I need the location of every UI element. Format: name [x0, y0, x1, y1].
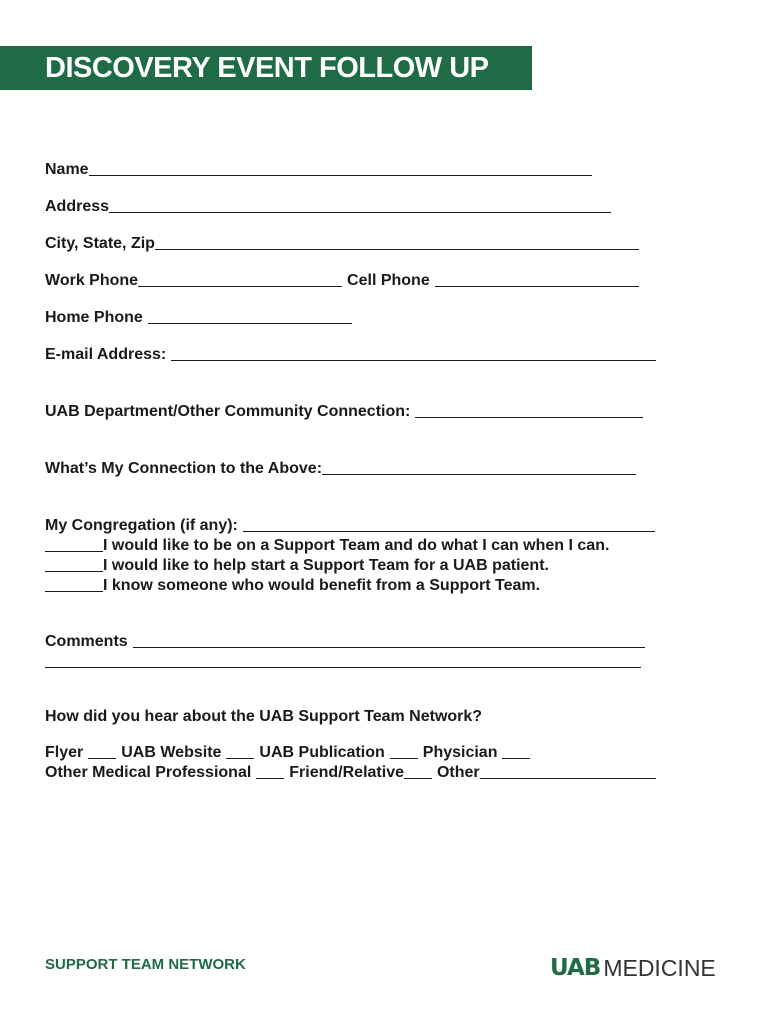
uab-medicine-logo [550, 955, 716, 981]
option-label: I would like to help start a Support Team for a UAB patient. [103, 557, 549, 574]
source-website-label: UAB Website [121, 744, 222, 761]
sources-row-2 [45, 760, 656, 782]
source-flyer-field[interactable] [88, 758, 116, 759]
comments-field[interactable] [133, 647, 645, 648]
work-phone-field[interactable] [138, 286, 342, 287]
cell-phone-field[interactable] [435, 286, 639, 287]
address-field[interactable] [109, 212, 611, 213]
page-title: DISCOVERY EVENT FOLLOW UP [45, 52, 489, 84]
option-row [45, 553, 549, 575]
support-team-network-label: SUPPORT TEAM NETWORK [45, 956, 246, 973]
source-friend-label: Friend/Relative [289, 764, 404, 781]
home-phone-field[interactable] [148, 323, 352, 324]
source-website-field[interactable] [226, 758, 254, 759]
email-row [45, 342, 656, 364]
name-field[interactable] [89, 175, 592, 176]
city-state-zip-label: City, State, Zip [45, 235, 155, 252]
connection-row [45, 456, 636, 478]
cell-phone-label: Cell Phone [347, 272, 430, 289]
name-row [45, 157, 592, 179]
comments-label: Comments [45, 633, 128, 650]
header-banner [0, 46, 532, 90]
address-label: Address [45, 198, 110, 215]
phone-row [45, 268, 639, 290]
option-row [45, 533, 609, 555]
source-publication-field[interactable] [390, 758, 418, 759]
address-row [45, 194, 611, 216]
option-checkbox-line[interactable] [45, 551, 103, 552]
source-other-medical-field[interactable] [256, 778, 284, 779]
email-field[interactable] [171, 360, 656, 361]
option-label: I know someone who would benefit from a Support Team. [103, 577, 541, 594]
work-phone-label: Work Phone [45, 272, 139, 289]
connection-field[interactable] [322, 474, 636, 475]
department-row [45, 399, 643, 421]
source-physician-field[interactable] [502, 758, 530, 759]
option-checkbox-line[interactable] [45, 591, 103, 592]
source-flyer-label: Flyer [45, 744, 84, 761]
connection-label: What’s My Connection to the Above: [45, 460, 323, 477]
comments-row [45, 629, 645, 651]
city-row [45, 231, 639, 253]
hear-question-row [45, 704, 482, 726]
option-checkbox-line[interactable] [45, 571, 103, 572]
department-field[interactable] [415, 417, 643, 418]
source-publication-label: UAB Publication [259, 744, 385, 761]
option-label: I would like to be on a Support Team and do what I can when I can. [103, 537, 610, 554]
home-phone-row [45, 305, 352, 327]
congregation-label: My Congregation (if any): [45, 517, 238, 534]
comments-row-2 [45, 649, 641, 671]
sources-row-1 [45, 740, 530, 762]
source-other-label: Other [436, 764, 480, 781]
congregation-row [45, 513, 655, 535]
home-phone-label: Home Phone [45, 309, 143, 326]
source-physician-label: Physician [422, 744, 498, 761]
hear-question: How did you hear about the UAB Support Team Network? [45, 708, 483, 725]
city-state-zip-field[interactable] [155, 249, 639, 250]
name-label: Name [45, 161, 89, 178]
source-other-medical-label: Other Medical Professional [45, 764, 252, 781]
option-row [45, 573, 540, 595]
congregation-field[interactable] [243, 531, 655, 532]
uab-logo-mark: UAB [550, 955, 601, 981]
medicine-wordmark: MEDICINE [603, 954, 716, 981]
source-friend-field[interactable] [404, 778, 432, 779]
comments-field-line-2[interactable] [45, 667, 641, 668]
source-other-field[interactable] [480, 778, 656, 779]
email-label: E-mail Address: [45, 346, 167, 363]
department-label: UAB Department/Other Community Connection: [45, 403, 411, 420]
